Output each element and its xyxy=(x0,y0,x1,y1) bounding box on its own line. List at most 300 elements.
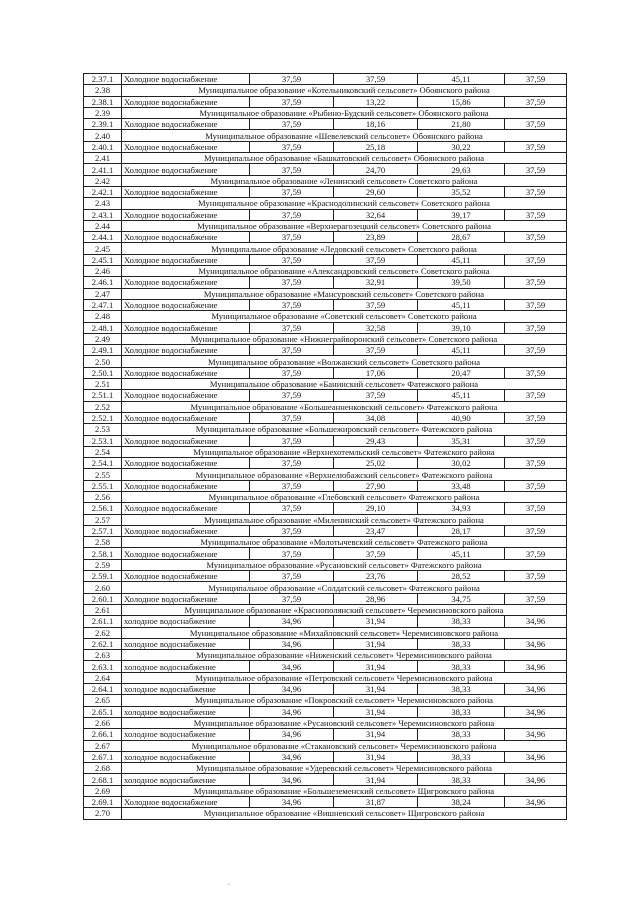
row-number: 2.57 xyxy=(84,514,122,525)
tariff-value-2: 32,64 xyxy=(334,209,418,220)
municipality-header-row xyxy=(84,446,567,457)
row-number: 2.59 xyxy=(84,559,122,570)
tariff-value-4: 37,59 xyxy=(505,480,567,491)
tariff-row xyxy=(84,661,567,672)
municipality-header-row xyxy=(84,175,567,186)
tariff-value-3: 45,11 xyxy=(418,299,505,310)
tariff-value-4: 37,59 xyxy=(505,367,567,378)
row-number: 2.67 xyxy=(84,740,122,751)
municipality-header-row xyxy=(84,198,567,209)
tariff-row xyxy=(84,209,567,220)
tariff-value-2: 31,94 xyxy=(334,706,418,717)
row-number: 2.42 xyxy=(84,175,122,186)
tariff-value-3: 35,52 xyxy=(418,186,505,197)
tariff-value-1: 37,59 xyxy=(250,299,334,310)
tariff-value-4: 37,59 xyxy=(505,435,567,446)
row-number: 2.68.1 xyxy=(84,774,122,785)
tariff-value-3: 45,11 xyxy=(418,345,505,356)
tariff-value-3: 38,33 xyxy=(418,774,505,785)
tariff-value-3: 20,47 xyxy=(418,367,505,378)
row-number: 2.64 xyxy=(84,672,122,683)
tariff-row xyxy=(84,638,567,649)
tariff-value-3: 34,75 xyxy=(418,593,505,604)
municipality-name: Муниципальное образование «Башкатовский сельсовет» Обоянского района xyxy=(122,153,567,164)
municipality-name: Муниципальное образование «Ниженский сельсовет» Черемисиновского района xyxy=(122,650,567,661)
tariff-row xyxy=(84,548,567,559)
tariff-value-1: 34,96 xyxy=(250,706,334,717)
row-number: 2.52 xyxy=(84,401,122,412)
tariff-value-3: 38,33 xyxy=(418,661,505,672)
municipality-header-row xyxy=(84,717,567,728)
tariff-value-3: 40,90 xyxy=(418,412,505,423)
tariff-value-4: 34,96 xyxy=(505,706,567,717)
tariff-table-body xyxy=(84,74,567,820)
tariff-value-4: 37,59 xyxy=(505,209,567,220)
tariff-value-1: 34,96 xyxy=(250,638,334,649)
tariff-value-2: 37,59 xyxy=(334,299,418,310)
municipality-name: Муниципальное образование «Рыбино-Будский сельсовет» Обоянского района xyxy=(122,107,567,118)
tariff-value-4: 37,59 xyxy=(505,277,567,288)
tariff-value-4: 37,59 xyxy=(505,458,567,469)
row-number: 2.58.1 xyxy=(84,548,122,559)
municipality-header-row xyxy=(84,311,567,322)
tariff-row xyxy=(84,729,567,740)
service-name: Холодное водоснабжение xyxy=(122,96,250,107)
row-number: 2.56.1 xyxy=(84,503,122,514)
tariff-value-3: 29,63 xyxy=(418,164,505,175)
row-number: 2.60 xyxy=(84,582,122,593)
service-name: холодное водоснабжение xyxy=(122,774,250,785)
tariff-row xyxy=(84,616,567,627)
tariff-row xyxy=(84,322,567,333)
tariff-row xyxy=(84,751,567,762)
tariff-row xyxy=(84,299,567,310)
tariff-row xyxy=(84,412,567,423)
tariff-value-4: 34,96 xyxy=(505,661,567,672)
service-name: Холодное водоснабжение xyxy=(122,345,250,356)
municipality-name: Муниципальное образование «Советский сельсовет» Советского района xyxy=(122,311,567,322)
municipality-name: Муниципальное образование «Солдатский сельсовет» Фатежского района xyxy=(122,582,567,593)
service-name: Холодное водоснабжение xyxy=(122,322,250,333)
tariff-value-4: 37,59 xyxy=(505,322,567,333)
row-number: 2.49.1 xyxy=(84,345,122,356)
service-name: Холодное водоснабжение xyxy=(122,277,250,288)
municipality-name: Муниципальное образование «Мансуровский сельсовет» Советского района xyxy=(122,288,567,299)
tariff-value-3: 38,33 xyxy=(418,751,505,762)
municipality-header-row xyxy=(84,537,567,548)
tariff-row xyxy=(84,390,567,401)
municipality-header-row xyxy=(84,153,567,164)
tariff-value-2: 13,22 xyxy=(334,96,418,107)
municipality-header-row xyxy=(84,582,567,593)
row-number: 2.37.1 xyxy=(84,74,122,85)
tariff-row xyxy=(84,525,567,536)
tariff-value-2: 23,76 xyxy=(334,571,418,582)
tariff-value-2: 24,70 xyxy=(334,164,418,175)
municipality-name: Муниципальное образование «Покровский сельсовет» Черемисиновского района xyxy=(122,695,567,706)
service-name: Холодное водоснабжение xyxy=(122,164,250,175)
row-number: 2.40 xyxy=(84,130,122,141)
tariff-row xyxy=(84,277,567,288)
row-number: 2.41 xyxy=(84,153,122,164)
row-number: 2.41.1 xyxy=(84,164,122,175)
row-number: 2.39.1 xyxy=(84,119,122,130)
tariff-value-2: 37,59 xyxy=(334,548,418,559)
row-number: 2.63 xyxy=(84,650,122,661)
tariff-value-3: 38,33 xyxy=(418,616,505,627)
tariff-value-2: 37,59 xyxy=(334,74,418,85)
row-number: 2.38 xyxy=(84,85,122,96)
service-name: холодное водоснабжение xyxy=(122,706,250,717)
tariff-value-4: 37,59 xyxy=(505,186,567,197)
tariff-value-2: 29,10 xyxy=(334,503,418,514)
tariff-value-1: 37,59 xyxy=(250,525,334,536)
service-name: Холодное водоснабжение xyxy=(122,480,250,491)
tariff-value-2: 23,47 xyxy=(334,525,418,536)
municipality-name: Муниципальное образование «Краснополянский сельсовет» Черемисиновского района xyxy=(122,604,567,615)
tariff-value-3: 35,31 xyxy=(418,435,505,446)
service-name: Холодное водоснабжение xyxy=(122,390,250,401)
tariff-value-4: 37,59 xyxy=(505,141,567,152)
tariff-value-4: 37,59 xyxy=(505,232,567,243)
row-number: 2.59.1 xyxy=(84,571,122,582)
tariff-value-3: 39,50 xyxy=(418,277,505,288)
row-number: 2.63.1 xyxy=(84,661,122,672)
tariff-value-2: 31,94 xyxy=(334,638,418,649)
tariff-value-2: 31,94 xyxy=(334,661,418,672)
tariff-value-2: 31,87 xyxy=(334,797,418,808)
row-number: 2.42.1 xyxy=(84,186,122,197)
row-number: 2.45 xyxy=(84,243,122,254)
tariff-value-3: 38,24 xyxy=(418,797,505,808)
tariff-value-2: 28,96 xyxy=(334,593,418,604)
row-number: 2.62.1 xyxy=(84,638,122,649)
service-name: Холодное водоснабжение xyxy=(122,593,250,604)
tariff-value-4: 37,59 xyxy=(505,548,567,559)
tariff-row xyxy=(84,141,567,152)
tariff-value-1: 37,59 xyxy=(250,277,334,288)
row-number: 2.66 xyxy=(84,717,122,728)
tariff-value-3: 45,11 xyxy=(418,254,505,265)
row-number: 2.46.1 xyxy=(84,277,122,288)
tariff-row xyxy=(84,435,567,446)
tariff-value-4: 37,59 xyxy=(505,390,567,401)
tariff-value-2: 25,02 xyxy=(334,458,418,469)
municipality-name: Муниципальное образование «Большеанненковский сельсовет» Фатежского района xyxy=(122,401,567,412)
row-number: 2.67.1 xyxy=(84,751,122,762)
municipality-header-row xyxy=(84,85,567,96)
service-name: Холодное водоснабжение xyxy=(122,548,250,559)
tariff-value-2: 27,90 xyxy=(334,480,418,491)
tariff-row xyxy=(84,706,567,717)
tariff-value-4: 37,59 xyxy=(505,96,567,107)
municipality-name: Муниципальное образование «Миленинский сельсовет» Фатежского района xyxy=(122,514,567,525)
municipality-header-row xyxy=(84,514,567,525)
tariff-value-3: 45,11 xyxy=(418,390,505,401)
municipality-header-row xyxy=(84,220,567,231)
tariff-value-4: 37,59 xyxy=(505,593,567,604)
tariff-value-2: 37,59 xyxy=(334,345,418,356)
municipality-name: Муниципальное образование «Банинский сельсовет» Фатежского района xyxy=(122,379,567,390)
tariff-row xyxy=(84,232,567,243)
row-number: 2.57.1 xyxy=(84,525,122,536)
row-number: 2.48.1 xyxy=(84,322,122,333)
tariff-value-1: 37,59 xyxy=(250,96,334,107)
municipality-header-row xyxy=(84,424,567,435)
row-number: 2.61 xyxy=(84,604,122,615)
municipality-header-row xyxy=(84,288,567,299)
tariff-value-2: 31,94 xyxy=(334,684,418,695)
row-number: 2.65.1 xyxy=(84,706,122,717)
municipality-name: Муниципальное образование «Вишневский сельсовет» Щигровского района xyxy=(122,808,567,819)
row-number: 2.50.1 xyxy=(84,367,122,378)
tariff-row xyxy=(84,571,567,582)
row-number: 2.69.1 xyxy=(84,797,122,808)
row-number: 2.51 xyxy=(84,379,122,390)
tariff-value-1: 37,59 xyxy=(250,548,334,559)
tariff-value-1: 34,96 xyxy=(250,616,334,627)
tariff-value-3: 30,22 xyxy=(418,141,505,152)
service-name: Холодное водоснабжение xyxy=(122,209,250,220)
row-number: 2.45.1 xyxy=(84,254,122,265)
tariff-value-4: 37,59 xyxy=(505,299,567,310)
service-name: Холодное водоснабжение xyxy=(122,525,250,536)
tariff-value-1: 37,59 xyxy=(250,164,334,175)
row-number: 2.38.1 xyxy=(84,96,122,107)
row-number: 2.55 xyxy=(84,469,122,480)
row-number: 2.62 xyxy=(84,627,122,638)
tariff-value-2: 31,94 xyxy=(334,616,418,627)
service-name: Холодное водоснабжение xyxy=(122,503,250,514)
tariff-row xyxy=(84,593,567,604)
row-number: 2.43 xyxy=(84,198,122,209)
tariff-value-4: 37,59 xyxy=(505,345,567,356)
row-number: 2.56 xyxy=(84,491,122,502)
tariff-value-4: 37,59 xyxy=(505,164,567,175)
municipality-name: Муниципальное образование «Петровский сельсовет» Черемисиновского района xyxy=(122,672,567,683)
tariff-row xyxy=(84,684,567,695)
municipality-name: Муниципальное образование «Ленинский сельсовет» Советского района xyxy=(122,175,567,186)
tariff-value-1: 37,59 xyxy=(250,571,334,582)
tariff-value-3: 45,11 xyxy=(418,74,505,85)
row-number: 2.52.1 xyxy=(84,412,122,423)
municipality-header-row xyxy=(84,785,567,796)
row-number: 2.61.1 xyxy=(84,616,122,627)
row-number: 2.68 xyxy=(84,763,122,774)
tariff-value-1: 37,59 xyxy=(250,480,334,491)
row-number: 2.70 xyxy=(84,808,122,819)
municipality-header-row xyxy=(84,604,567,615)
tariff-value-1: 34,96 xyxy=(250,751,334,762)
municipality-name: Муниципальное образование «Глебовский сельсовет» Фатежского района xyxy=(122,491,567,502)
municipality-name: Муниципальное образование «Краснодолинский сельсовет» Советского района xyxy=(122,198,567,209)
municipality-header-row xyxy=(84,266,567,277)
tariff-row xyxy=(84,345,567,356)
municipality-header-row xyxy=(84,740,567,751)
tariff-value-1: 37,59 xyxy=(250,435,334,446)
row-number: 2.44 xyxy=(84,220,122,231)
tariff-value-2: 25,18 xyxy=(334,141,418,152)
row-number: 2.54.1 xyxy=(84,458,122,469)
tariff-value-2: 34,08 xyxy=(334,412,418,423)
row-number: 2.60.1 xyxy=(84,593,122,604)
municipality-name: Муниципальное образование «Большежировский сельсовет» Фатежского района xyxy=(122,424,567,435)
row-number: 2.58 xyxy=(84,537,122,548)
municipality-name: Муниципальное образование «Михайловский сельсовет» Черемисиновского района xyxy=(122,627,567,638)
tariff-value-4: 34,96 xyxy=(505,616,567,627)
tariff-row xyxy=(84,74,567,85)
tariff-value-1: 34,96 xyxy=(250,774,334,785)
municipality-header-row xyxy=(84,808,567,819)
tariff-value-3: 39,17 xyxy=(418,209,505,220)
service-name: Холодное водоснабжение xyxy=(122,232,250,243)
municipality-header-row xyxy=(84,763,567,774)
service-name: холодное водоснабжение xyxy=(122,751,250,762)
tariff-value-3: 38,33 xyxy=(418,729,505,740)
tariff-value-4: 34,96 xyxy=(505,774,567,785)
tariff-row xyxy=(84,164,567,175)
tariff-value-2: 37,59 xyxy=(334,390,418,401)
tariff-value-3: 28,52 xyxy=(418,571,505,582)
row-number: 2.46 xyxy=(84,266,122,277)
tariff-row xyxy=(84,480,567,491)
municipality-name: Муниципальное образование «Стакановский сельсовет» Черемисиновского района xyxy=(122,740,567,751)
tariff-value-4: 34,96 xyxy=(505,797,567,808)
row-number: 2.53 xyxy=(84,424,122,435)
municipality-header-row xyxy=(84,356,567,367)
tariff-row xyxy=(84,458,567,469)
row-number: 2.65 xyxy=(84,695,122,706)
tariff-value-1: 37,59 xyxy=(250,390,334,401)
row-number: 2.39 xyxy=(84,107,122,118)
service-name: Холодное водоснабжение xyxy=(122,458,250,469)
municipality-name: Муниципальное образование «Русановский сельсовет» Фатежского района xyxy=(122,559,567,570)
service-name: холодное водоснабжение xyxy=(122,661,250,672)
service-name: Холодное водоснабжение xyxy=(122,141,250,152)
row-number: 2.49 xyxy=(84,333,122,344)
tariff-value-1: 37,59 xyxy=(250,141,334,152)
tariff-value-3: 34,93 xyxy=(418,503,505,514)
tariff-value-1: 37,59 xyxy=(250,232,334,243)
municipality-header-row xyxy=(84,107,567,118)
tariff-value-2: 18,16 xyxy=(334,119,418,130)
service-name: Холодное водоснабжение xyxy=(122,797,250,808)
row-number: 2.43.1 xyxy=(84,209,122,220)
tariff-value-1: 37,59 xyxy=(250,119,334,130)
tariff-value-1: 37,59 xyxy=(250,254,334,265)
row-number: 2.55.1 xyxy=(84,480,122,491)
municipality-name: Муниципальное образование «Шевелевский сельсовет» Обоянского района xyxy=(122,130,567,141)
tariff-value-2: 32,91 xyxy=(334,277,418,288)
municipality-header-row xyxy=(84,559,567,570)
municipality-name: Муниципальное образование «Александровский сельсовет» Советского района xyxy=(122,266,567,277)
tariff-value-4: 37,59 xyxy=(505,412,567,423)
municipality-name: Муниципальное образование «Верхнелюбажский сельсовет» Фатежского района xyxy=(122,469,567,480)
service-name: Холодное водоснабжение xyxy=(122,74,250,85)
municipality-name: Муниципальное образование «Нижнеграйворонский сельсовет» Советского района xyxy=(122,333,567,344)
tariff-value-4: 37,59 xyxy=(505,74,567,85)
municipality-name: Муниципальное образование «Большеземенский сельсовет» Щигровского района xyxy=(122,785,567,796)
tariff-row xyxy=(84,774,567,785)
municipality-header-row xyxy=(84,379,567,390)
tariff-value-3: 30,02 xyxy=(418,458,505,469)
tariff-value-4: 37,59 xyxy=(505,119,567,130)
service-name: Холодное водоснабжение xyxy=(122,571,250,582)
tariff-value-2: 31,94 xyxy=(334,751,418,762)
row-number: 2.40.1 xyxy=(84,141,122,152)
tariff-value-4: 34,96 xyxy=(505,638,567,649)
tariff-value-1: 37,59 xyxy=(250,345,334,356)
municipality-header-row xyxy=(84,401,567,412)
municipality-name: Муниципальное образование «Русановский сельсовет» Черемисиновского района xyxy=(122,717,567,728)
municipality-header-row xyxy=(84,333,567,344)
municipality-header-row xyxy=(84,130,567,141)
tariff-row xyxy=(84,96,567,107)
row-number: 2.47 xyxy=(84,288,122,299)
row-number: 2.69 xyxy=(84,785,122,796)
row-number: 2.51.1 xyxy=(84,390,122,401)
tariff-value-2: 29,60 xyxy=(334,186,418,197)
tariff-value-4: 34,96 xyxy=(505,751,567,762)
tariff-value-3: 21,80 xyxy=(418,119,505,130)
tariff-value-3: 15,86 xyxy=(418,96,505,107)
municipality-header-row xyxy=(84,491,567,502)
municipality-name: Муниципальное образование «Котельниковский сельсовет» Обоянского района xyxy=(122,85,567,96)
row-number: 2.66.1 xyxy=(84,729,122,740)
tariff-value-2: 29,43 xyxy=(334,435,418,446)
tariff-value-1: 37,59 xyxy=(250,74,334,85)
municipality-header-row xyxy=(84,469,567,480)
service-name: холодное водоснабжение xyxy=(122,638,250,649)
tariff-value-4: 37,59 xyxy=(505,525,567,536)
tariff-value-2: 31,94 xyxy=(334,774,418,785)
tariff-value-2: 32,58 xyxy=(334,322,418,333)
tariff-value-4: 37,59 xyxy=(505,571,567,582)
tariff-value-1: 34,96 xyxy=(250,729,334,740)
tariff-value-3: 39,10 xyxy=(418,322,505,333)
tariff-row xyxy=(84,186,567,197)
tariff-row xyxy=(84,503,567,514)
tariff-value-1: 37,59 xyxy=(250,593,334,604)
tariff-value-4: 37,59 xyxy=(505,503,567,514)
tariff-value-1: 34,96 xyxy=(250,797,334,808)
municipality-name: Муниципальное образование «Ледовский сельсовет» Советского района xyxy=(122,243,567,254)
tariff-value-1: 37,59 xyxy=(250,412,334,423)
tariff-value-1: 37,59 xyxy=(250,186,334,197)
row-number: 2.47.1 xyxy=(84,299,122,310)
tariff-value-2: 31,94 xyxy=(334,729,418,740)
tariff-value-1: 34,96 xyxy=(250,661,334,672)
municipality-header-row xyxy=(84,695,567,706)
tariff-value-3: 38,33 xyxy=(418,638,505,649)
tariff-value-1: 37,59 xyxy=(250,458,334,469)
tariff-value-4: 34,96 xyxy=(505,729,567,740)
service-name: Холодное водоснабжение xyxy=(122,435,250,446)
service-name: холодное водоснабжение xyxy=(122,616,250,627)
tariff-row xyxy=(84,797,567,808)
service-name: Холодное водоснабжение xyxy=(122,299,250,310)
service-name: Холодное водоснабжение xyxy=(122,412,250,423)
tariff-value-3: 28,67 xyxy=(418,232,505,243)
tariff-value-1: 34,96 xyxy=(250,684,334,695)
service-name: Холодное водоснабжение xyxy=(122,119,250,130)
service-name: Холодное водоснабжение xyxy=(122,367,250,378)
tariff-row xyxy=(84,119,567,130)
tariff-value-4: 34,96 xyxy=(505,684,567,695)
page-footer-mark: . xyxy=(228,879,230,887)
tariff-value-1: 37,59 xyxy=(250,367,334,378)
tariff-value-1: 37,59 xyxy=(250,209,334,220)
